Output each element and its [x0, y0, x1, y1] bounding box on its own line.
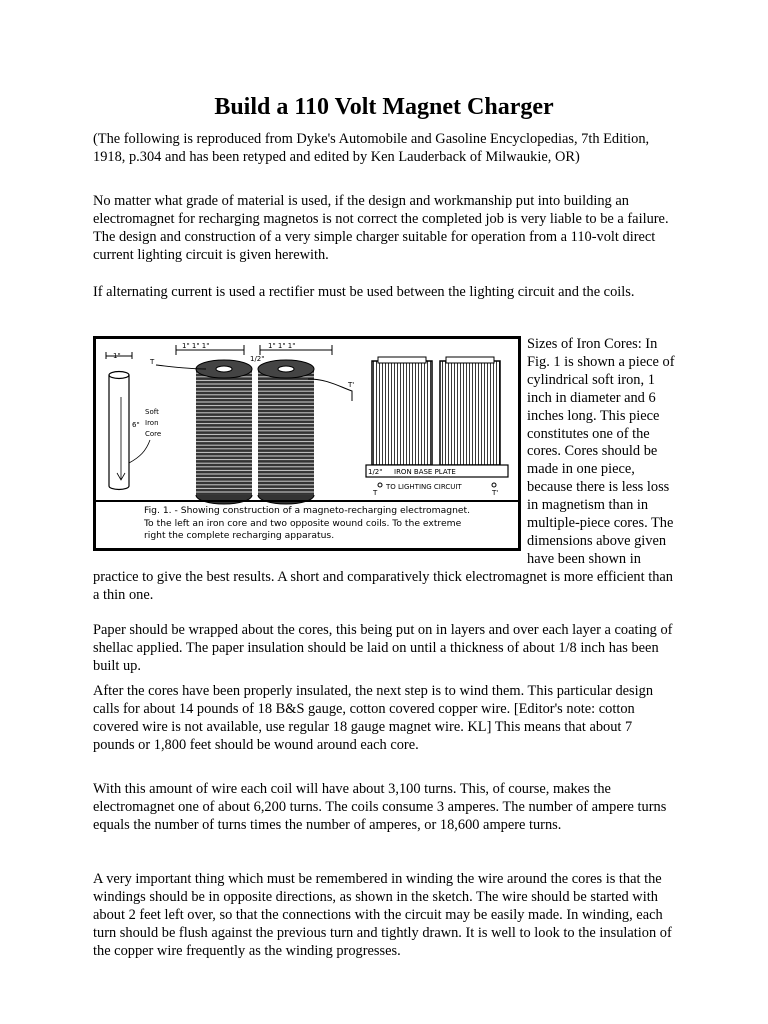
core-length-label: 6"	[132, 421, 140, 429]
paragraph-1: No matter what grade of material is used, if the design and workmanship put into building an electromagnet for recharging magnetos is not correct the completed job is very liable to be a failure. The design and construction of a very simple charger suitable for operation from a 110-volt direct current lighting circuit is given herewith.	[93, 193, 669, 263]
paragraph-6: With this amount of wire each coil will have about 3,100 turns. This, of course, makes the electromagnet one of about 6,200 turns. The coils consume 3 amperes. The number of ampere turns equals the number of turns times the number of amperes, or 18,600 ampere turns.	[93, 781, 667, 833]
paragraph-7: A very important thing which must be remembered in winding the wire around the cores is that the windings should be in opposite directions, as shown in the sketch. The wire should be started with about 2 feet left over, so that the connections with the circuit may be easily made. In winding, each turn should be flush against the previous turn and tightly drawn. It is well to look to the insulation of the copper wire frequently as the winding progresses.	[93, 871, 672, 959]
terminal-label-left: T	[150, 358, 155, 366]
coil-dims-left: 1" 1" 1"	[182, 342, 210, 350]
intro-paragraph: (The following is reproduced from Dyke's Automobile and Gasoline Encyclopedias, 7th Edition, 1918, p.304 and has been retyped and edited by Ken Lauderback of Milwaukie, OR)	[93, 131, 650, 165]
paragraph-2: If alternating current is used a rectifier must be used between the lighting circuit and the coils.	[93, 284, 635, 300]
paragraph-3: Sizes of Iron Cores: In Fig. 1 is shown a piece of cylindrical soft iron, 1 inch in diameter and 6 inches long. This piece constitutes one of the cores. Cores should be made in one piece, because there is less loss in magnetism than in multiple-piece cores. The dimensions above given have been shown in practice to give the best results. A short and comparatively thick electromagnet is more efficient than a thin one.	[93, 336, 675, 603]
coil-dims-right: 1" 1" 1"	[268, 342, 296, 350]
recharging-apparatus	[366, 357, 508, 497]
core-label-core: Core	[145, 430, 162, 438]
core-diameter-label: 1"	[113, 352, 121, 360]
coil-left	[156, 360, 252, 504]
core-label-soft: Soft	[145, 408, 159, 416]
small-dim-label: 1/2"	[250, 355, 265, 363]
page-title: Build a 110 Volt Magnet Charger	[214, 94, 554, 120]
apparatus-terminal-left: T	[373, 489, 378, 497]
paragraph-4: Paper should be wrapped about the cores, this being put on in layers and over each layer a coating of shellac applied. The paper insulation should be laid on until a thickness of about 1/8 inch has been built up.	[93, 622, 673, 674]
apparatus-terminal-right: T'	[492, 489, 499, 497]
iron-core	[106, 352, 161, 489]
lighting-circuit-label: TO LIGHTING CIRCUIT	[386, 483, 462, 491]
base-small-label: 1/2"	[368, 468, 383, 476]
terminal-label-right: T'	[348, 381, 355, 389]
base-plate-label: IRON BASE PLATE	[394, 468, 456, 476]
caption-line-2: To the left an iron core and two opposite wound coils. To the extreme	[144, 517, 462, 529]
paragraph-5: After the cores have been properly insulated, the next step is to wind them. This particular design calls for about 14 pounds of 18 B&S gauge, cotton covered copper wire. [Editor's note: cotton covered wire is not available, use regular 18 gauge magnet wire. KL] This means that about 7 pounds or 1,800 feet should be wound around each core.	[93, 683, 654, 753]
caption-line-3: right the complete recharging apparatus.	[144, 530, 335, 542]
caption-line-1: Fig. 1. - Showing construction of a magneto-recharging electromagnet.	[144, 505, 471, 516]
paragraph-3-wrapper	[93, 336, 679, 605]
coil-right	[258, 360, 355, 504]
figure-caption	[144, 505, 494, 543]
figure-1	[93, 336, 521, 551]
core-label-iron: Iron	[145, 419, 159, 427]
